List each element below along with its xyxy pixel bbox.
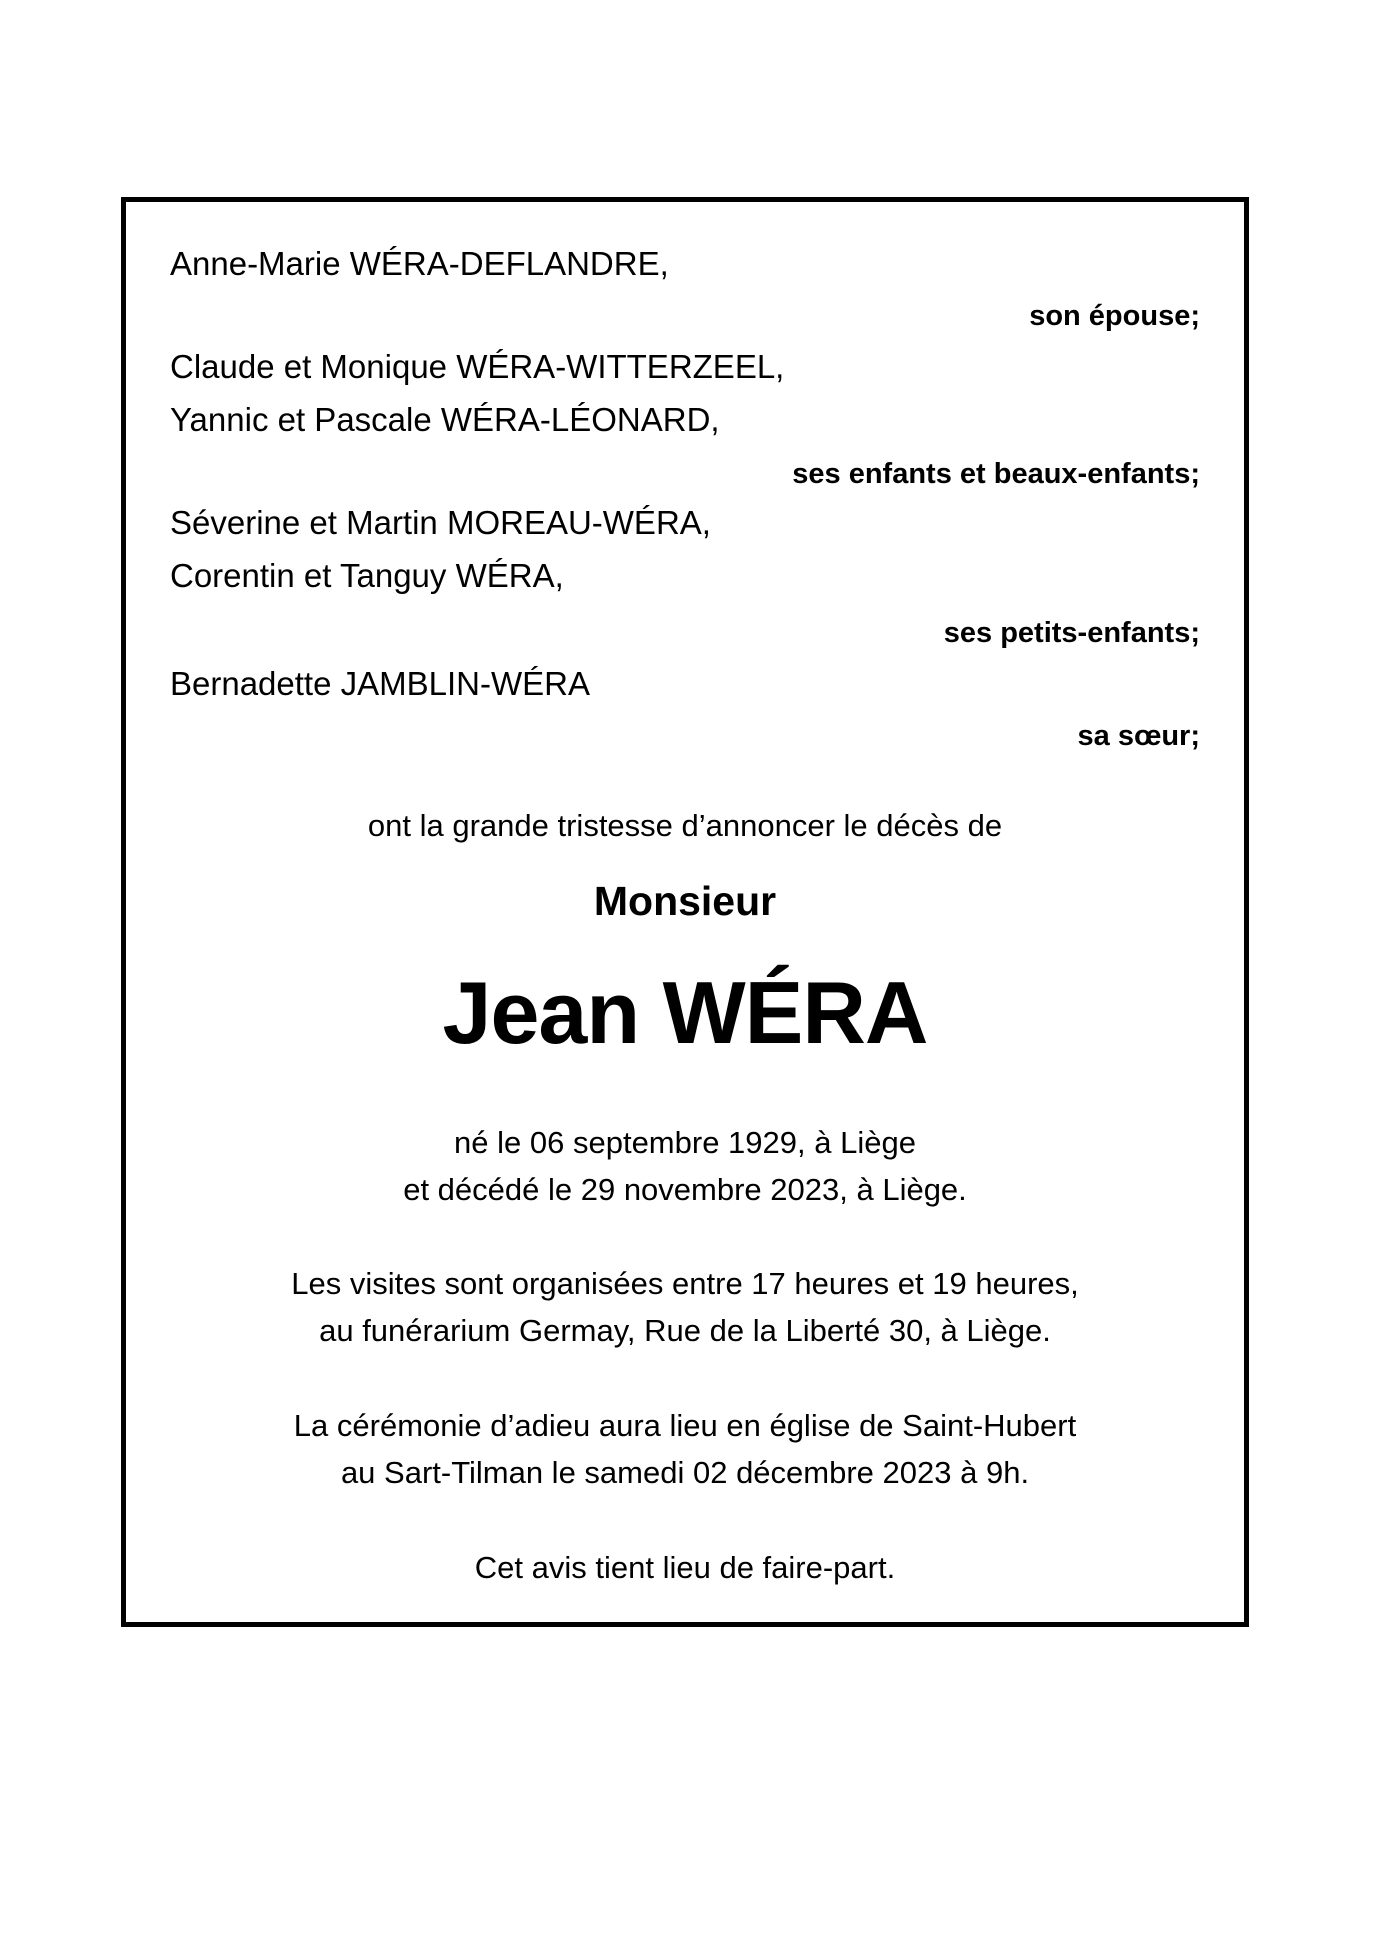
ceremony-line-2: au Sart-Tilman le samedi 02 décembre 2023 à 9h. (340, 1455, 1030, 1490)
grandchild-name-2: Corentin et Tanguy WÉRA, (170, 557, 564, 594)
grandchildren-role: ses petits-enfants; (943, 617, 1200, 649)
children-role: ses enfants et beaux-enfants; (792, 458, 1200, 490)
deceased-title: Monsieur (593, 878, 777, 924)
visits-line-2: au funérarium Germay, Rue de la Liberté 30, à Liège. (319, 1313, 1051, 1348)
grandchild-name-1: Séverine et Martin MOREAU-WÉRA, (170, 504, 711, 541)
announcement-text: ont la grande tristesse d’annoncer le décès de (367, 808, 1003, 843)
birth-date: né le 06 septembre 1929, à Liège (454, 1125, 916, 1160)
child-name-2: Yannic et Pascale WÉRA-LÉONARD, (170, 401, 720, 438)
sister-name: Bernadette JAMBLIN-WÉRA (170, 665, 590, 702)
deceased-name: Jean WÉRA (442, 963, 928, 1062)
visits-line-1: Les visites sont organisées entre 17 heures et 19 heures, (291, 1266, 1079, 1301)
spouse-name: Anne-Marie WÉRA-DEFLANDRE, (170, 245, 669, 282)
child-name-1: Claude et Monique WÉRA-WITTERZEEL, (170, 348, 785, 385)
death-date: et décédé le 29 novembre 2023, à Liège. (403, 1172, 967, 1207)
sister-role: sa sœur; (1077, 720, 1200, 752)
closing-text: Cet avis tient lieu de faire-part. (474, 1550, 896, 1585)
ceremony-line-1: La cérémonie d’adieu aura lieu en église de Saint-Hubert (293, 1408, 1077, 1443)
notice-frame (121, 197, 1249, 1627)
spouse-role: son épouse; (1029, 300, 1200, 332)
